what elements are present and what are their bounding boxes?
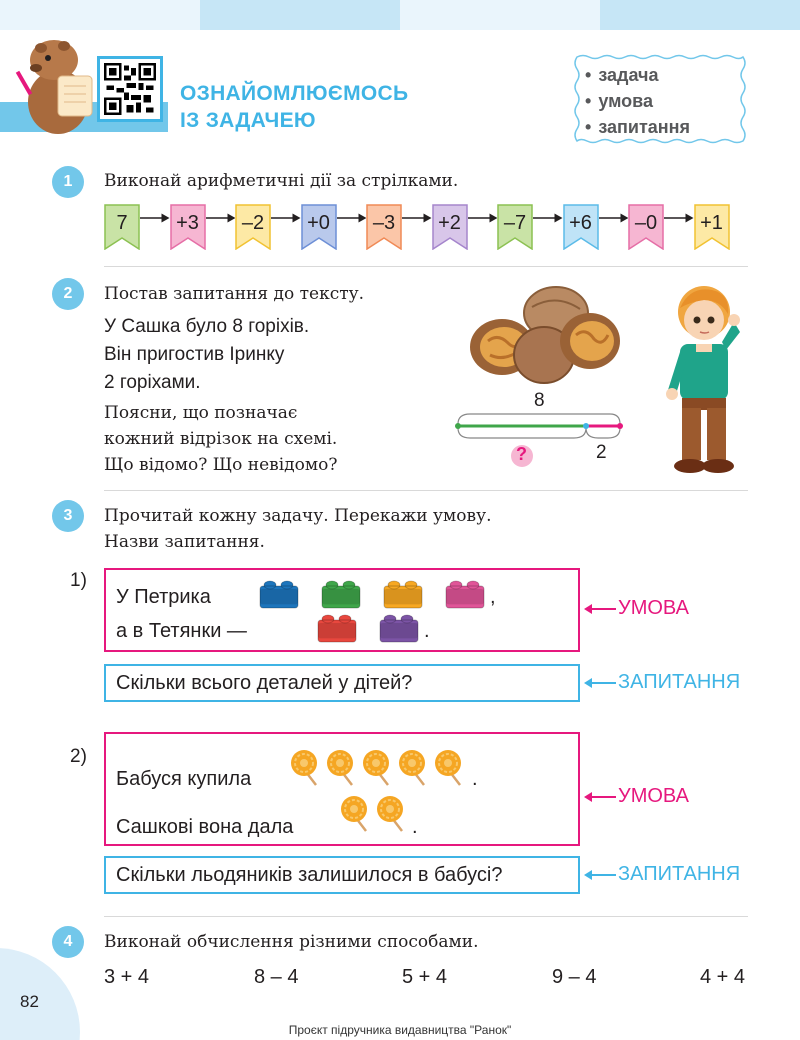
chain-flag bbox=[104, 204, 140, 250]
top-stripe bbox=[600, 0, 800, 30]
scheme-unknown-label: ? bbox=[516, 444, 527, 464]
lego-brick-icon bbox=[382, 576, 424, 610]
task4-instruction: Виконай обчислення різними способами. bbox=[104, 932, 479, 952]
condition-punct: . bbox=[424, 620, 430, 642]
divider bbox=[104, 490, 748, 491]
condition-text: Сашкові вона дала bbox=[116, 816, 294, 838]
story-line: Він пригостив Іринку bbox=[104, 344, 285, 365]
boy-thinking-image bbox=[660, 282, 750, 474]
arrow-right-icon bbox=[599, 212, 629, 224]
expression: 4 + 4 bbox=[700, 966, 746, 988]
chain-flag-label: +1 bbox=[700, 212, 723, 234]
task2-explain bbox=[104, 400, 337, 478]
segment-scheme bbox=[450, 388, 630, 473]
scheme-total-label: 8 bbox=[534, 390, 545, 411]
chain-flag-label: +2 bbox=[438, 212, 461, 234]
condition-label-text: УМОВА bbox=[618, 785, 689, 807]
arrow-right-icon bbox=[140, 212, 170, 224]
lego-brick-icon bbox=[316, 610, 358, 644]
chain-flag bbox=[694, 204, 730, 250]
lollipop-icon bbox=[288, 748, 324, 786]
task2-story bbox=[104, 313, 309, 397]
top-stripe bbox=[400, 0, 600, 30]
condition-punct: , bbox=[490, 586, 496, 608]
expression: 5 + 4 bbox=[402, 966, 448, 988]
instruction-line: Назви запитання. bbox=[104, 532, 265, 552]
task-number-1: 1 bbox=[52, 166, 84, 198]
instruction-line: Прочитай кожну задачу. Перекажи умову. bbox=[104, 506, 492, 526]
task2-instruction: Постав запитання до тексту. bbox=[104, 284, 365, 304]
arrow-left-icon bbox=[584, 791, 616, 803]
problem-1-condition-box bbox=[104, 568, 580, 652]
operation-chain bbox=[104, 204, 744, 252]
arrow-right-icon bbox=[271, 212, 301, 224]
lego-brick-icon bbox=[258, 576, 300, 610]
chain-flag bbox=[497, 204, 533, 250]
lollipop-icon bbox=[338, 794, 374, 832]
problem-1-question-box bbox=[104, 664, 580, 702]
chain-flag-label: –3 bbox=[372, 212, 396, 234]
chain-flag-label: +3 bbox=[176, 212, 199, 234]
lollipop-icon bbox=[396, 748, 432, 786]
lollipop-icon bbox=[432, 748, 468, 786]
condition-label bbox=[584, 785, 689, 808]
keywords-box bbox=[571, 53, 749, 145]
footer-note: Проєкт підручника видавництва "Ранок" bbox=[288, 1023, 512, 1037]
chain-flag bbox=[366, 204, 402, 250]
expression: 9 – 4 bbox=[552, 966, 597, 988]
chain-flag bbox=[628, 204, 664, 250]
keyword-item: • задача bbox=[585, 62, 690, 88]
task-number-2: 2 bbox=[52, 278, 84, 310]
problem-2-condition-box bbox=[104, 732, 580, 846]
chain-flag bbox=[170, 204, 206, 250]
condition-text: а в Тетянки — bbox=[116, 620, 247, 642]
question-label bbox=[584, 671, 740, 694]
chain-flag bbox=[563, 204, 599, 250]
page-title-line: ОЗНАЙОМЛЮЄМОСЬ bbox=[180, 82, 409, 105]
qr-code-icon[interactable] bbox=[97, 56, 163, 122]
chain-flag bbox=[432, 204, 468, 250]
question-text: Скільки всього деталей у дітей? bbox=[116, 671, 413, 694]
problem-1-label: 1) bbox=[70, 570, 87, 591]
page-number: 82 bbox=[20, 992, 39, 1011]
condition-text: Бабуся купила bbox=[116, 768, 252, 790]
condition-punct: . bbox=[412, 816, 418, 838]
condition-punct: . bbox=[472, 768, 478, 790]
problem-2-label: 2) bbox=[70, 746, 87, 767]
chain-flag-label: +6 bbox=[569, 212, 592, 234]
lollipop-icon bbox=[324, 748, 360, 786]
chain-flag-label: +0 bbox=[307, 212, 330, 234]
task1-instruction: Виконай арифметичні дії за стрілками. bbox=[104, 171, 459, 191]
page-title bbox=[180, 80, 408, 134]
arrow-left-icon bbox=[584, 603, 616, 615]
arrow-left-icon bbox=[584, 677, 616, 689]
explain-line: кожний відрізок на схемі. bbox=[104, 429, 338, 449]
condition-label bbox=[584, 597, 689, 620]
lollipop-icon bbox=[374, 794, 410, 832]
capybara-reading-icon bbox=[14, 30, 104, 136]
condition-text: У Петрика bbox=[116, 586, 211, 608]
chain-flag-label: –2 bbox=[241, 212, 265, 234]
keyword-item: • запитання bbox=[585, 114, 690, 140]
lollipop-icon bbox=[360, 748, 396, 786]
expression: 3 + 4 bbox=[104, 966, 150, 988]
question-label-text: ЗАПИТАННЯ bbox=[618, 671, 741, 693]
lego-brick-icon bbox=[444, 576, 486, 610]
arrow-right-icon bbox=[533, 212, 563, 224]
task3-instruction bbox=[104, 503, 491, 555]
expressions-row bbox=[104, 966, 750, 994]
page-title-line: ІЗ ЗАДАЧЕЮ bbox=[180, 109, 316, 132]
lego-brick-icon bbox=[320, 576, 362, 610]
problem-2-question-box bbox=[104, 856, 580, 894]
arrow-right-icon bbox=[468, 212, 498, 224]
task-number-4: 4 bbox=[52, 926, 84, 958]
scheme-part-label: 2 bbox=[596, 442, 607, 463]
chain-flag-label: 7 bbox=[116, 212, 128, 234]
chain-flag bbox=[235, 204, 271, 250]
divider bbox=[104, 266, 748, 267]
arrow-right-icon bbox=[206, 212, 236, 224]
explain-line: Поясни, що позначає bbox=[104, 403, 298, 423]
story-line: У Сашка було 8 горіхів. bbox=[104, 316, 310, 337]
divider bbox=[104, 916, 748, 917]
keyword-item: • умова bbox=[585, 88, 690, 114]
arrow-right-icon bbox=[402, 212, 432, 224]
arrow-left-icon bbox=[584, 869, 616, 881]
question-label bbox=[584, 863, 740, 886]
walnuts-image bbox=[466, 285, 626, 390]
story-line: 2 горіхами. bbox=[104, 372, 201, 393]
top-stripe bbox=[0, 0, 200, 30]
chain-flag-label: –0 bbox=[634, 212, 658, 234]
arrow-right-icon bbox=[337, 212, 367, 224]
question-label-text: ЗАПИТАННЯ bbox=[618, 863, 741, 885]
question-text: Скільки льодяників залишилося в бабусі? bbox=[116, 863, 503, 886]
top-stripe bbox=[200, 0, 400, 30]
chain-flag-label: –7 bbox=[503, 212, 527, 234]
lego-brick-icon bbox=[378, 610, 420, 644]
expression: 8 – 4 bbox=[254, 966, 299, 988]
task-number-3: 3 bbox=[52, 500, 84, 532]
arrow-right-icon bbox=[664, 212, 694, 224]
condition-label-text: УМОВА bbox=[618, 597, 689, 619]
explain-line: Що відомо? Що невідомо? bbox=[104, 455, 338, 475]
chain-flag bbox=[301, 204, 337, 250]
